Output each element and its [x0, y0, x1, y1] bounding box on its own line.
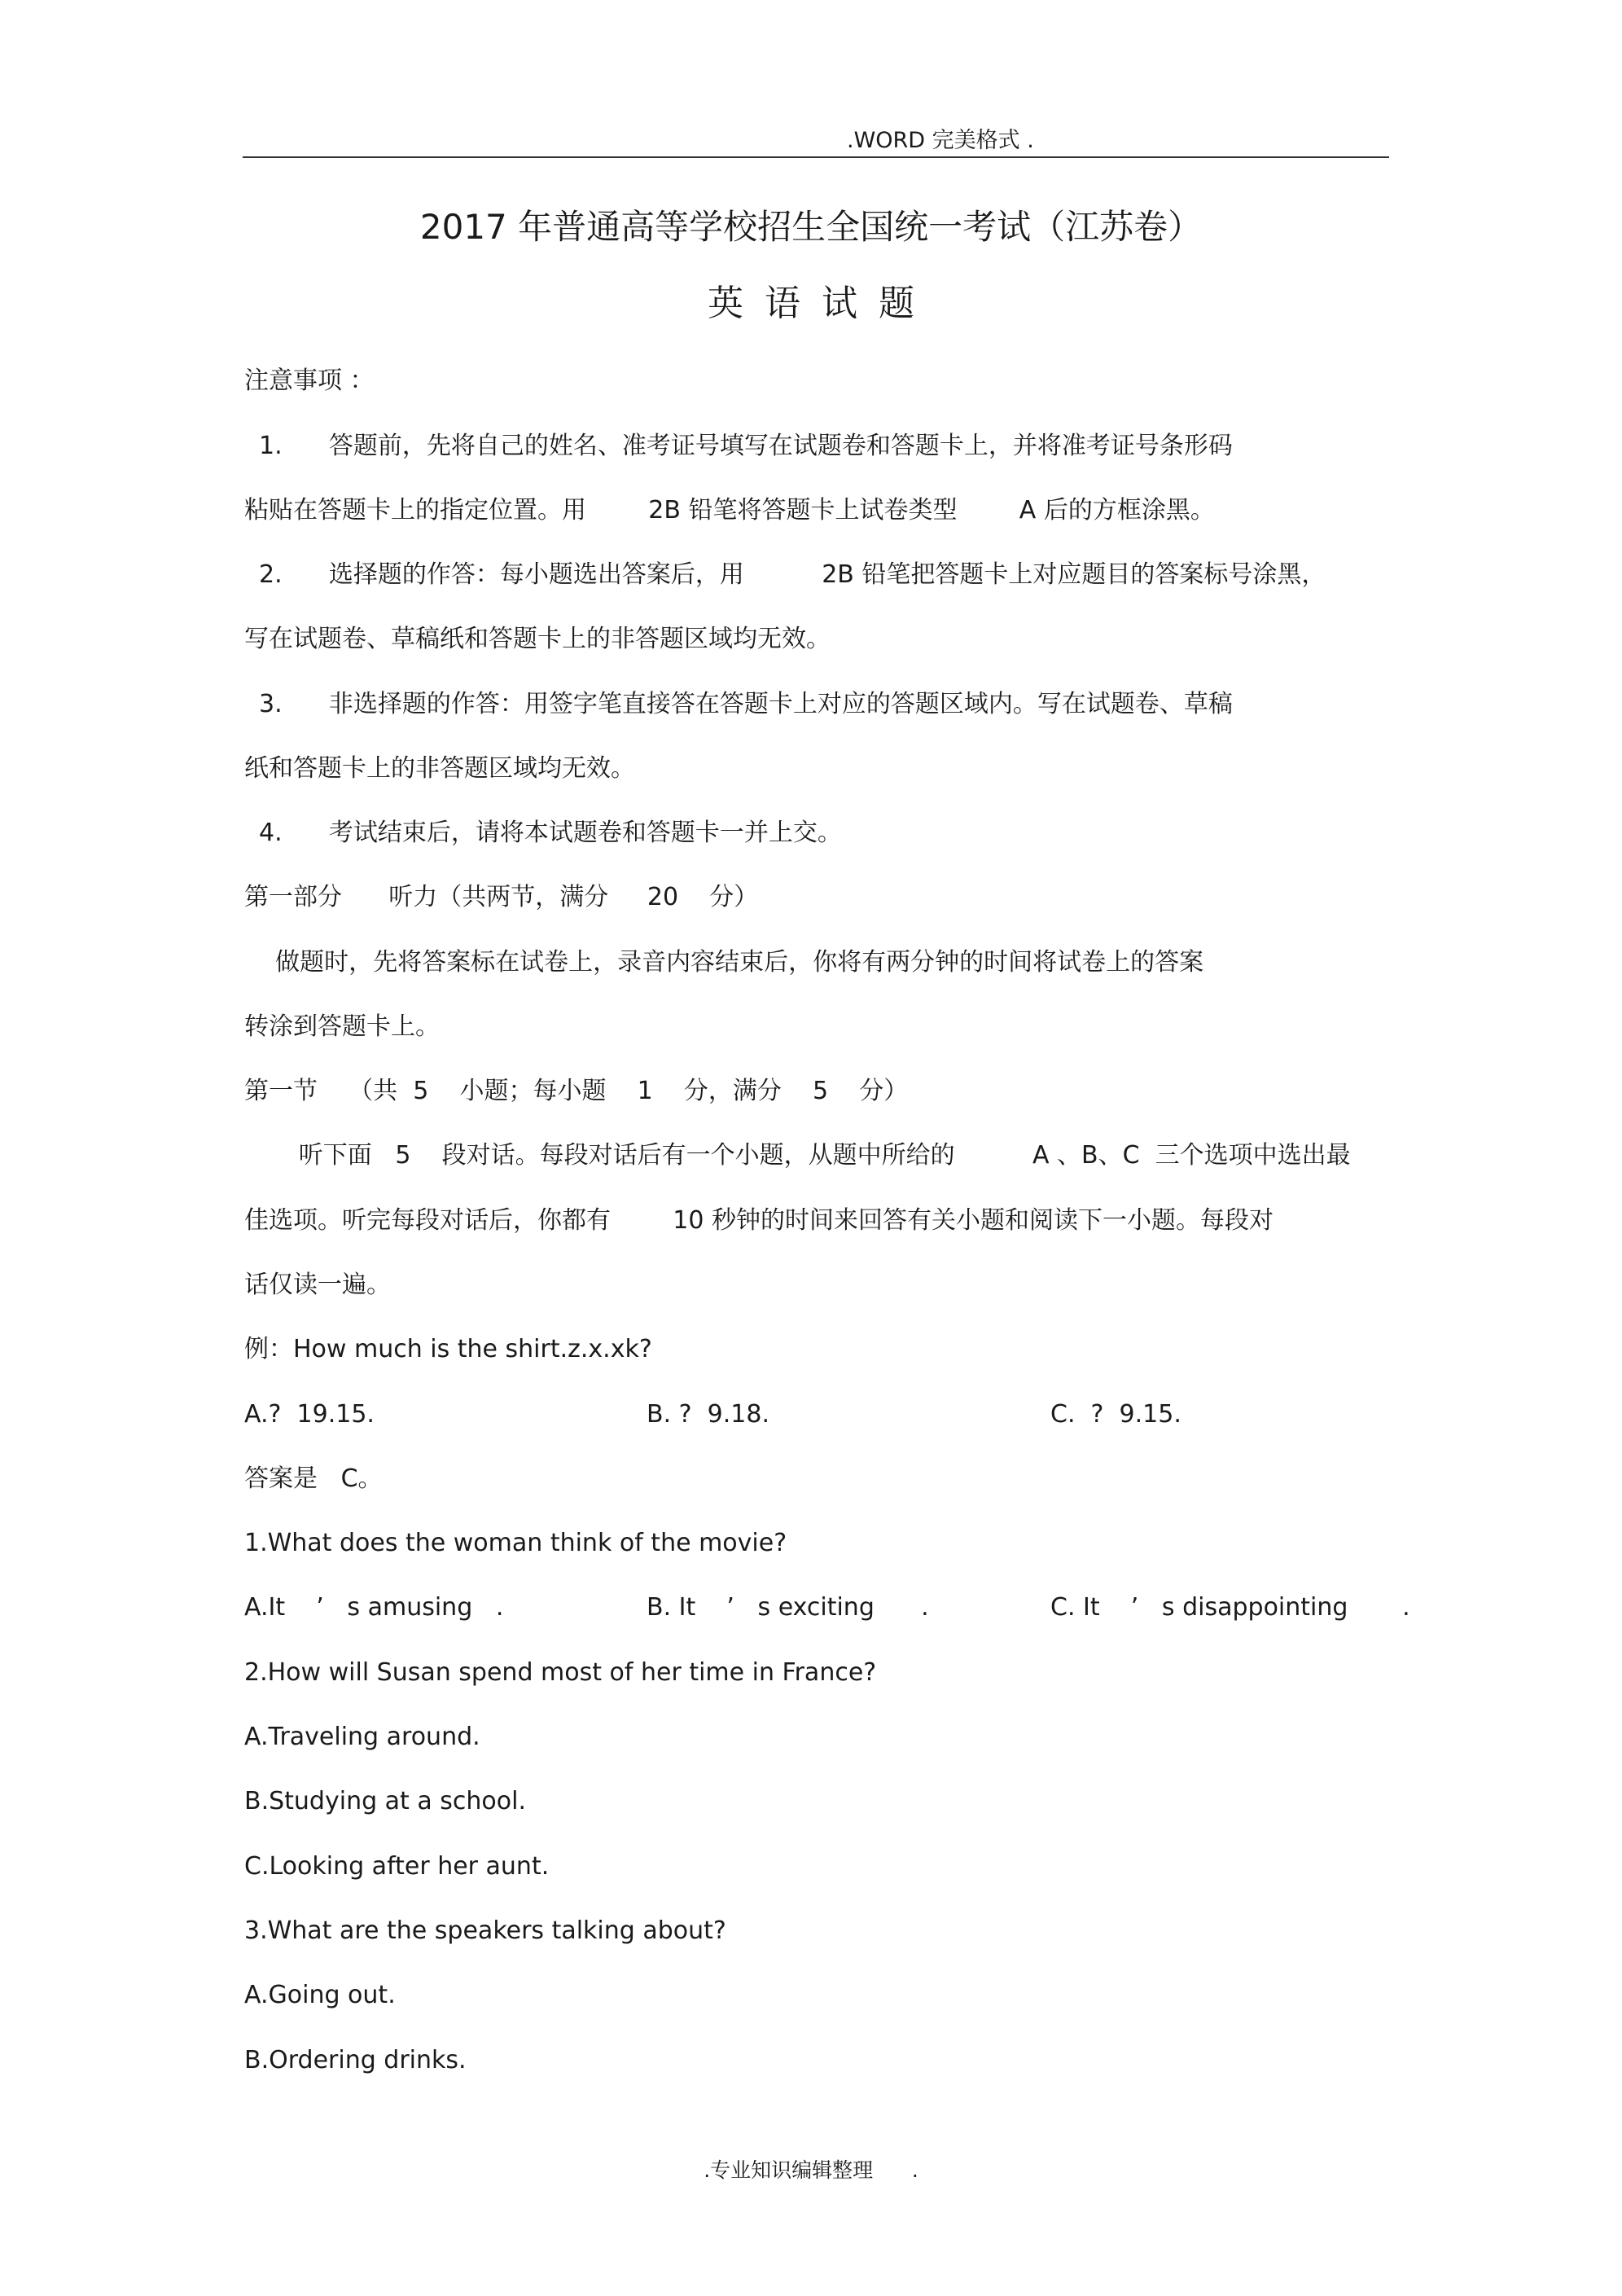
instruction-line-1: 做题时，先将答案标在试卷上，录音内容结束后，你将有两分钟的时间将试卷上的答案: [244, 948, 1204, 977]
question-3-option-b: B.Ordering drinks.: [244, 2046, 467, 2074]
exam-subtitle: 英语试题: [708, 283, 936, 324]
question-3-option-a: A.Going out.: [244, 1981, 396, 2009]
page-footer: .专业知识编辑整理 .: [704, 2158, 918, 2182]
note-1-line-2: 粘贴在答题卡上的指定位置。用 2B 铅笔将答题卡上试卷类型 A 后的方框涂黑。: [244, 496, 1215, 525]
page-header: .WORD 完美格式 .: [847, 128, 1034, 153]
directions-line-2: 佳选项。听完每段对话后，你都有 10 秒钟的时间来回答有关小题和阅读下一小题。每段对: [244, 1206, 1273, 1235]
note-2-line-1: 2. 选择题的作答：每小题选出答案后，用 2B 铅笔把答题卡上对应题目的答案标号涂黑，: [259, 560, 1326, 589]
question-3: 3.What are the speakers talking about?: [244, 1916, 726, 1945]
question-2-option-b: B.Studying at a school.: [244, 1787, 526, 1815]
note-3-line-1: 3. 非选择题的作答：用签字笔直接答在答题卡上对应的答题区域内。写在试题卷、草稿: [259, 690, 1233, 718]
example-answer: 答案是 C。: [244, 1464, 383, 1493]
header-rule: [243, 156, 1389, 158]
part-1-heading: 第一部分 听力（共两节，满分 20 分）: [244, 883, 759, 911]
section-1-heading: 第一节 （共 5 小题；每小题 1 分，满分 5 分）: [244, 1077, 909, 1105]
notes-heading: 注意事项 ：: [244, 367, 375, 395]
question-1-option-c: C. It ’ s disappointing .: [1050, 1593, 1410, 1622]
note-1-line-1: 1. 答题前，先将自己的姓名、准考证号填写在试题卷和答题卡上，并将准考证号条形码: [259, 432, 1233, 460]
example-option-b: B. ? 9.18.: [647, 1400, 769, 1429]
question-1: 1.What does the woman think of the movie?: [244, 1529, 787, 1557]
question-2-option-a: A.Traveling around.: [244, 1723, 480, 1751]
note-2-line-2: 写在试题卷、草稿纸和答题卡上的非答题区域均无效。: [244, 625, 831, 653]
directions-line-3: 话仅读一遍。: [244, 1271, 391, 1299]
question-1-option-a: A.It ’ s amusing .: [244, 1593, 504, 1622]
question-2-option-c: C.Looking after her aunt.: [244, 1852, 550, 1881]
example-question: 例：How much is the shirt.z.x.xk?: [244, 1335, 652, 1363]
note-3-line-2: 纸和答题卡上的非答题区域均无效。: [244, 754, 635, 783]
example-option-a: A.? 19.15.: [244, 1400, 375, 1429]
instruction-line-2: 转涂到答题卡上。: [244, 1012, 440, 1041]
question-2: 2.How will Susan spend most of her time in France?: [244, 1658, 877, 1687]
question-1-option-b: B. It ’ s exciting .: [647, 1593, 929, 1622]
example-option-c: C. ? 9.15.: [1050, 1400, 1181, 1429]
note-4: 4. 考试结束后，请将本试题卷和答题卡一并上交。: [259, 819, 842, 847]
exam-title: 2017 年普通高等学校招生全国统一考试（江苏卷）: [419, 207, 1203, 247]
directions-line-1: 听下面 5 段对话。每段对话后有一个小题，从题中所给的 A 、B、C 三个选项中选出最: [244, 1141, 1351, 1170]
